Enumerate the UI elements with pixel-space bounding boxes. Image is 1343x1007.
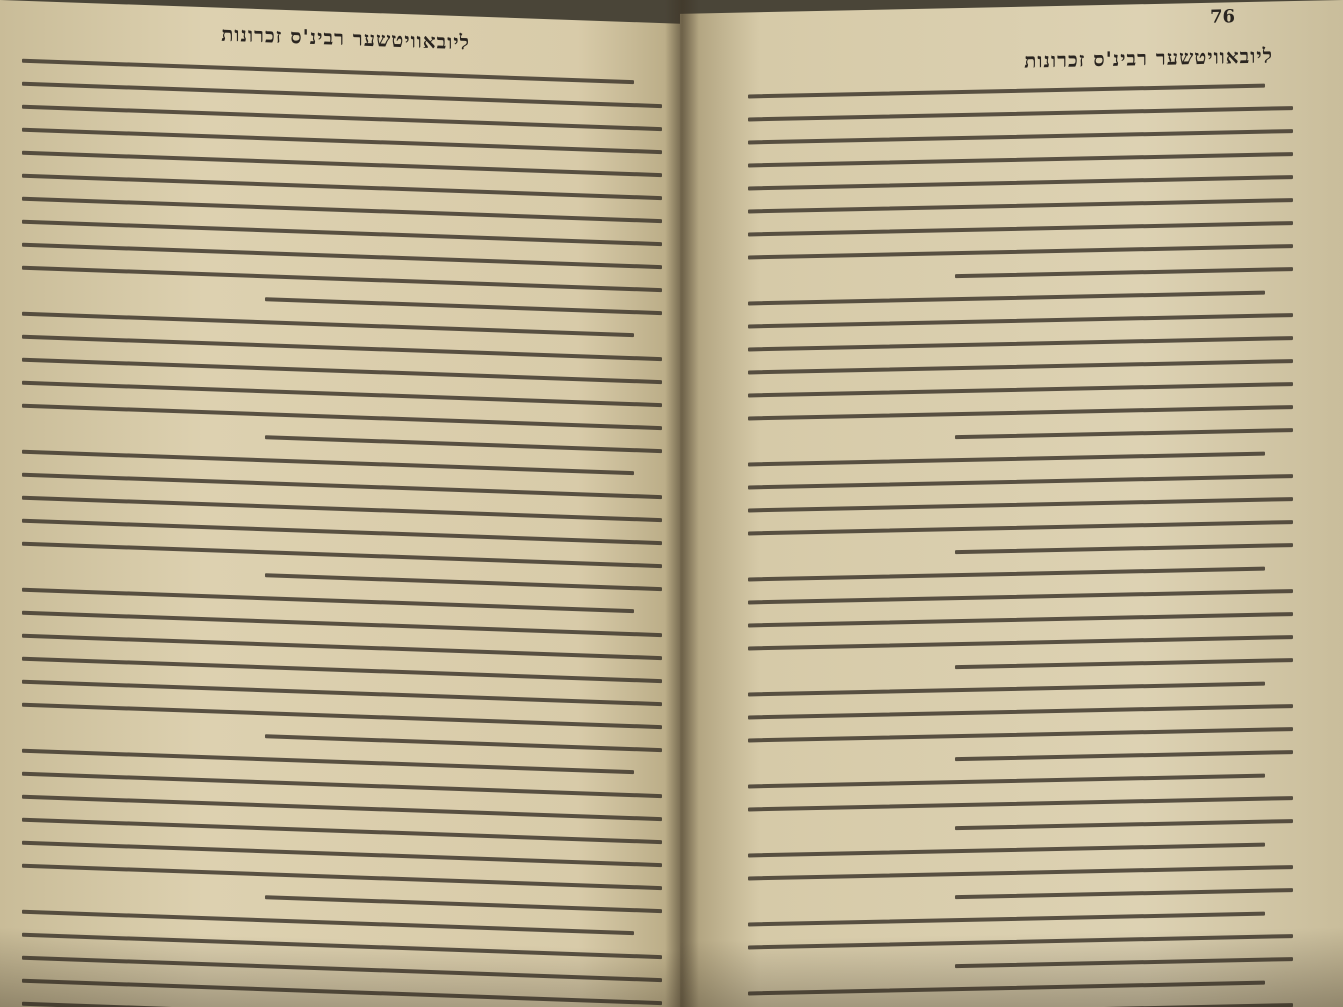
left-text-line [22,657,662,683]
left-text-line [22,381,662,407]
right-text-line [748,244,1293,259]
left-text-line [22,450,634,475]
left-text-line [22,220,662,246]
right-text-line [955,750,1293,761]
left-running-head: ליובאוויטשער רבינ'ס זכרונות [221,21,470,55]
left-paragraph [22,312,662,453]
right-text-line [748,589,1293,604]
right-text-line [748,843,1265,858]
right-text-line [955,658,1293,669]
right-text-line [748,497,1293,512]
right-running-head: ליובאוויטשער רבינ'ס זכרונות [1024,43,1273,73]
right-text-line [748,704,1293,719]
right-text-line [748,520,1293,535]
left-text-line [22,542,662,568]
right-paragraph [748,83,1293,282]
right-text-line [748,106,1293,121]
left-text-line [22,151,662,177]
right-text-line [748,84,1265,99]
left-text-line [22,611,662,637]
left-paragraph [22,59,662,315]
left-paragraph [22,450,662,591]
right-text-line [748,313,1293,328]
right-paragraph [748,842,1293,903]
right-text-line [748,175,1293,190]
left-text-line [22,841,662,867]
right-text-line [748,336,1293,351]
right-page [680,0,1343,1007]
right-text-line [955,819,1293,830]
left-text-line [22,312,634,337]
left-text-line [22,703,662,729]
right-text-line [748,727,1293,742]
left-text-line [22,496,662,522]
left-text-line [265,734,662,752]
left-text-line [22,864,662,890]
left-text-line [22,59,634,84]
right-text-line [748,682,1265,697]
left-text-line [265,435,662,453]
left-text-line [265,573,662,591]
left-text-line [22,749,634,774]
left-text-line [22,128,662,154]
left-paragraph [22,749,662,913]
right-text-line [748,291,1265,306]
left-text-line [22,772,662,798]
left-text-line [22,358,662,384]
left-text-line [22,588,634,613]
left-text-line [22,335,662,361]
left-paragraph [22,588,662,752]
right-text-line [748,912,1265,927]
right-paragraph [748,566,1293,673]
right-text-line [748,405,1293,420]
left-text-line [22,174,662,200]
right-text-line [748,567,1265,582]
left-text-line [22,473,662,499]
right-text-line [748,129,1293,144]
right-text-line [955,267,1293,278]
right-paragraph [748,681,1293,765]
right-text-line [748,612,1293,627]
right-page-number: 76 [1210,6,1236,28]
left-text-line [22,82,662,108]
right-paragraph [748,773,1293,834]
right-text-line [955,428,1293,439]
left-text-line [22,404,662,430]
right-text-line [748,635,1293,650]
left-text-line [22,266,662,292]
right-text-line [748,359,1293,374]
right-text-line [955,888,1293,899]
left-text-line [265,895,662,913]
left-text-line [265,297,662,315]
left-text-line [22,634,662,660]
right-page-shadow [680,927,1343,1007]
right-text-line [748,474,1293,489]
left-text-line [22,105,662,131]
left-text-line [22,519,662,545]
right-paragraph [748,451,1293,558]
right-text-line [748,796,1293,811]
left-text-line [22,818,662,844]
book-gutter [665,0,699,1007]
right-text-line [748,221,1293,236]
right-text-line [748,774,1265,789]
right-text-line [748,198,1293,213]
right-text-line [748,152,1293,167]
right-text-line [748,452,1265,467]
right-text-line [748,865,1293,880]
right-paragraph [748,290,1293,443]
left-text-line [22,680,662,706]
left-text-line [22,243,662,269]
left-text-line [22,795,662,821]
right-text-line [748,382,1293,397]
left-text-line [22,197,662,223]
right-text-line [955,543,1293,554]
left-text-block [22,59,662,1007]
right-text-block [748,83,1293,1007]
